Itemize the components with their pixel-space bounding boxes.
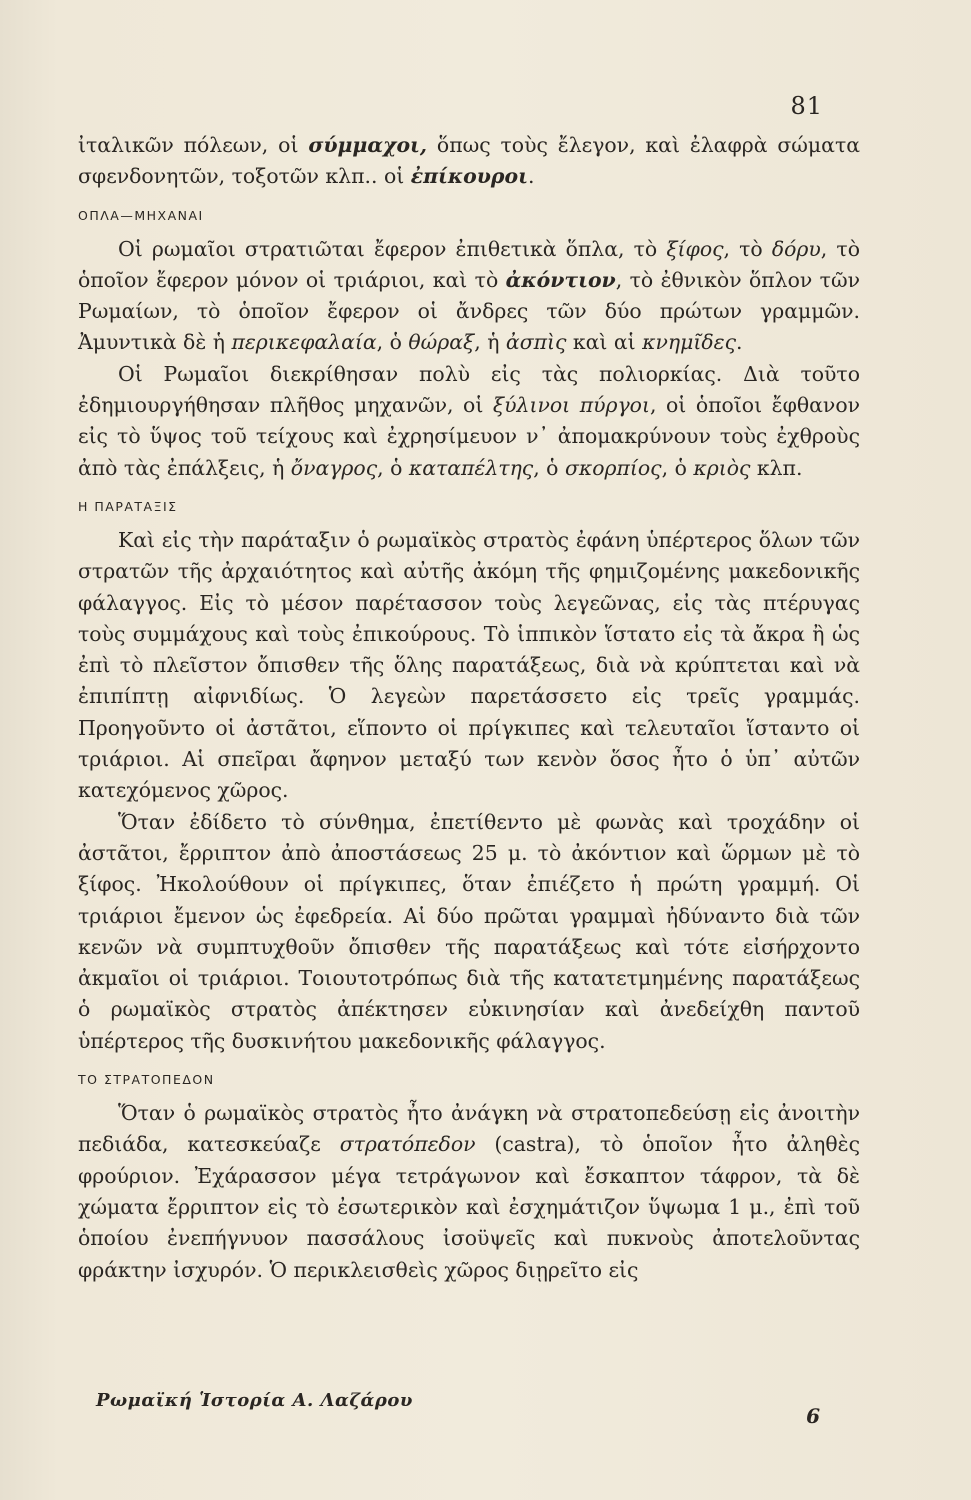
term-epikouroi: ἐπίκουροι	[410, 164, 528, 189]
text-run: , ὁ	[533, 455, 565, 480]
text-run: , τὸ ὁποῖον ἔφερον μόνον οἱ τριάριοι, καὶ τὸ	[78, 236, 860, 292]
camp-paragraph	[78, 1098, 860, 1286]
printer-signature: 6	[806, 1404, 820, 1428]
text-run: .	[736, 330, 743, 355]
section-heading-arms: ΟΠΛΑ—ΜΗΧΑΝΑΙ	[78, 207, 204, 223]
formation-paragraph-1: Καὶ εἰς τὴν παράταξιν ὁ ρωμαϊκὸς στρατὸς ἐφάνη ὑπέρτερος ὅλων τῶν στρατῶν τῆς ἀρχαιότητος καὶ αὐτῆς ἀκόμη τῆς φημιζομένης μακεδονικῆς φάλαγγος. Εἰς τὸ μέσον παρέτασσον τοὺς λεγεῶνας, εἰς τὰς πτέρυγας τοὺς συμμάχους καὶ τοὺς ἐπικούρους. Τὸ ἱππικὸν ἵστατο εἰς τὰ ἄκρα ἢ ὡς ἐπὶ τὸ πλεῖστον ὄπισθεν τῆς ὅλης παρατάξεως, διὰ νὰ κρύπτεται καὶ νὰ ἐπιπίπτῃ αἰφνιδίως. Ὁ λεγεὼν παρετάσσετο εἰς τρεῖς γραμμάς. Προηγοῦντο οἱ ἀστᾶτοι, εἵποντο οἱ πρίγκιπες καὶ τελευταῖοι ἵσταντο οἱ τριάριοι. Αἱ σπεῖραι ἄφηνον μεταξύ των κενὸν ὅσος ἦτο ὁ ὑπ᾽ αὐτῶν κατεχόμενος χῶρος.	[78, 527, 860, 803]
text-run: Οἱ ρωμαῖοι στρατιῶται ἔφερον ἐπιθετικὰ ὅπλα, τὸ	[118, 236, 667, 261]
text-run: καὶ αἱ	[566, 330, 643, 355]
formation-paragraph-2: Ὅταν ἐδίδετο τὸ σύνθημα, ἐπετίθεντο μὲ φωνὰς καὶ τροχάδην οἱ ἀστᾶτοι, ἔρριπτον ἀπὸ ἀποστάσεως 25 μ. τὸ ἀκόντιον καὶ ὥρμων μὲ τὸ ξίφος. Ἠκολούθουν οἱ πρίγκιπες, ὅταν ἐπιέζετο ἡ πρώτη γραμμή. Οἱ τριάριοι ἔμενον ὡς ἐφεδρεία. Αἱ δύο πρῶται γραμμαὶ ἠδύναντο διὰ τῶν κενῶν νὰ συμπτυχθοῦν ὄπισθεν τῆς παρατάξεως καὶ τότε εἰσήρχοντο ἀκμαῖοι οἱ τριάριοι. Τοιουτοτρόπως διὰ τῆς κατατετμημένης παρατάξεως ὁ ρωμαϊκὸς στρατὸς ἀπέκτησεν εὐκινησίαν καὶ ἀνεδείχθη παντοῦ ὑπέρτερος τῆς δυσκινήτου μακεδονικῆς φάλαγγος.	[78, 809, 860, 1053]
text-run: , τὸ	[723, 236, 772, 261]
term-xiphos: ξίφος	[666, 236, 724, 261]
page-body	[78, 130, 860, 1286]
text-run: Ὅταν ὁ ρωμαϊκὸς στρατὸς ἦτο ἀνάγκη νὰ στρατοπεδεύσῃ εἰς ἀνοιτὴν πεδιάδα, κατεσκεύαζε	[78, 1101, 860, 1157]
term-krios: κριὸς	[693, 455, 751, 480]
text-run: , ὁ	[377, 455, 409, 480]
text-run: κλπ.	[750, 455, 803, 480]
text-run: .	[527, 164, 535, 189]
text-run: Οἱ Ρωμαῖοι διεκρίθησαν πολὺ εἰς τὰς πολιορκίας. Διὰ τοῦτο ἐδημιουργήθησαν πλῆθος μηχανῶν, οἱ	[78, 361, 860, 418]
text-run: (castra), τὸ ὁποῖον ἦτο ἀληθὲς φρούριον. Ἐχάρασσον μέγα τετράγωνον καὶ ἔσκαπτον τάφρον, τὰ δὲ χώματα ἔρριπτον εἰς τὸ ἐσωτερικὸν καὶ ἐσχημάτιζον ὕψωμα 1 μ., ἐπὶ τοῦ ὁποίου ἐνεπήγνυον πασσάλους ἰσοϋψεῖς καὶ πυκνοὺς ἀποτελοῦντας φράκτην ἰσχυρόν. Ὁ περικλεισθεὶς χῶρος διῃρεῖτο εἰς	[78, 1132, 860, 1282]
intro-paragraph	[78, 130, 860, 193]
term-perikefalaia: περικεφαλαία	[231, 330, 377, 355]
term-akontion: ἀκόντιον	[505, 267, 616, 292]
term-stratopedon: στρατόπεδον	[339, 1132, 476, 1157]
term-onagros: ὄναγρος	[290, 455, 378, 480]
term-dory: δόρυ	[771, 236, 821, 261]
arms-paragraph-2	[78, 359, 860, 484]
term-thorax: θώραξ	[408, 330, 475, 355]
text-run: , ὁ	[376, 330, 409, 355]
term-symmachoi: σύμμαχοι,	[308, 133, 428, 157]
arms-paragraph-1	[78, 234, 860, 359]
page-footer	[96, 1390, 856, 1428]
term-katapeltis: καταπέλτης	[408, 455, 534, 480]
text-run: ὅπως τοὺς ἔλεγον, καὶ ἐλαφρὰ σώματα σφενδονητῶν, τοξοτῶν κλπ.. οἱ	[78, 133, 860, 189]
text-run: , τὸ ἐθνικὸν ὅπλον τῶν Ρωμαίων, τὸ ὁποῖον ἔφερον οἱ ἄνδρες τῶν δύο πρώτων γραμμῶν. Ἀμυντικὰ δὲ ἡ	[78, 267, 860, 355]
term-aspis: ἀσπὶς	[505, 330, 567, 355]
page-number: 81	[790, 92, 823, 120]
term-skorpios: σκορπίος	[564, 455, 662, 480]
section-heading-formation: Η ΠΑΡΑΤΑΞΙΣ	[78, 498, 178, 514]
text-run: , οἱ ὁποῖοι ἔφθανον εἰς τὸ ὕψος τοῦ τείχους καὶ ἐχρησίμευον ν᾽ ἀπομακρύνουν τοὺς ἐχθροὺς ἀπὸ τὰς ἐπάλξεις, ἡ	[78, 393, 860, 480]
text-run: , ἡ	[474, 330, 506, 355]
text-run: , ὁ	[661, 455, 694, 480]
text-run: ἰταλικῶν πόλεων, οἱ	[78, 133, 309, 157]
term-xylinoi-pyrgoi: ξύλινοι πύργοι	[492, 393, 650, 418]
footer-book-title: Ρωμαϊκή Ἱστορία Α. Λαζάρου	[96, 1390, 413, 1411]
section-heading-camp: ΤΟ ΣΤΡΑΤΟΠΕΔΟΝ	[78, 1072, 215, 1088]
term-knimides: κνημῖδες	[642, 330, 737, 355]
